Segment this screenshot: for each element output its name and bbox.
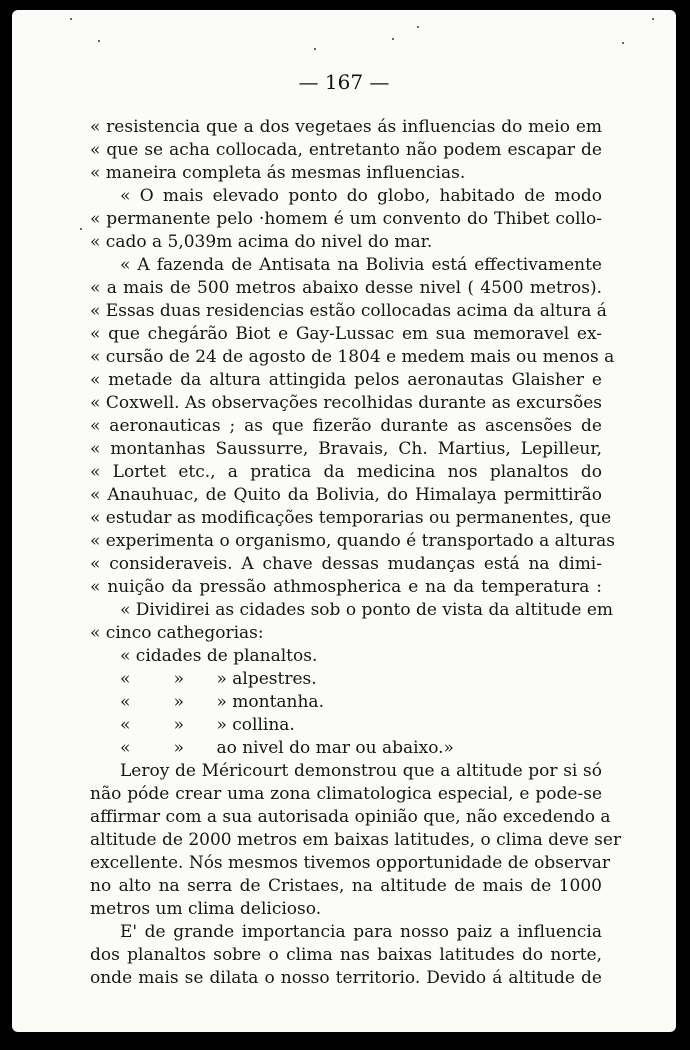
text-line: metros um clima delicioso. xyxy=(90,899,322,919)
text-line: « maneira completa ás mesmas influencias. xyxy=(90,163,466,183)
text-line: « estudar as modificações temporarias ou permanentes, que xyxy=(90,508,612,528)
paper-speck xyxy=(80,228,82,230)
text-line: « Lortet etc., a pratica da medicina nos planaltos do xyxy=(90,462,602,482)
text-line: « A fazenda de Antisata na Bolivia está effectivamente xyxy=(120,255,602,275)
text-line: E' de grande importancia para nosso paiz a influencia xyxy=(120,922,602,942)
text-line: « metade da altura attingida pelos aeronautas Glaisher e xyxy=(90,370,602,390)
paper-speck xyxy=(622,42,624,44)
text-line: excellente. Nós mesmos tivemos opportunidade de observar xyxy=(90,853,610,873)
text-line: não póde crear uma zona climatologica especial, e pode-se xyxy=(90,784,602,804)
text-line: « experimenta o organismo, quando é transportado a alturas xyxy=(90,531,616,551)
text-line: Leroy de Méricourt demonstrou que a altitude por si só xyxy=(120,761,602,781)
paper-speck xyxy=(70,18,72,20)
text-line: « nuição da pressão athmospherica e na da temperatura : xyxy=(90,577,602,597)
text-line: « a mais de 500 metros abaixo desse nivel ( 4500 metros). xyxy=(90,278,602,298)
book-page xyxy=(12,10,676,1032)
text-line: « consideraveis. A chave dessas mudanças está na dimi- xyxy=(90,554,602,574)
text-line: « que se acha collocada, entretanto não podem escapar de xyxy=(90,140,602,160)
text-line: « cinco cathegorias: xyxy=(90,623,264,643)
list-item: « » ao nivel do mar ou abaixo.» xyxy=(120,738,454,758)
text-line: « que chegárão Biot e Gay-Lussac em sua memoravel ex- xyxy=(90,324,602,344)
page-number: — 167 — xyxy=(298,70,390,94)
text-line: « O mais elevado ponto do globo, habitado de modo xyxy=(120,186,602,206)
text-line: « cado a 5,039m acima do nivel do mar. xyxy=(90,232,433,252)
text-line: onde mais se dilata o nosso territorio. Devido á altitude de xyxy=(90,968,602,988)
paper-speck xyxy=(98,40,100,42)
text-line: « permanente pelo ·homem é um convento do Thibet collo- xyxy=(90,209,602,229)
text-line: altitude de 2000 metros em baixas latitudes, o clima deve ser xyxy=(90,830,622,850)
text-line: « montanhas Saussurre, Bravais, Ch. Martius, Lepilleur, xyxy=(90,439,602,459)
paper-speck xyxy=(652,18,654,20)
list-item: « » » collina. xyxy=(120,715,295,735)
text-line: « Anauhuac, de Quito da Bolivia, do Himalaya permittirão xyxy=(90,485,602,505)
text-line: « Dividirei as cidades sob o ponto de vista da altitude em xyxy=(120,600,614,620)
text-line: dos planaltos sobre o clima nas baixas latitudes do norte, xyxy=(90,945,602,965)
text-line: affirmar com a sua autorisada opinião que, não excedendo a xyxy=(90,807,611,827)
list-item: « » » montanha. xyxy=(120,692,324,712)
paper-speck xyxy=(314,48,316,50)
paper-speck xyxy=(417,26,419,28)
text-line: no alto na serra de Cristaes, na altitude de mais de 1000 xyxy=(90,876,602,896)
text-line: « resistencia que a dos vegetaes ás influencias do meio em xyxy=(90,117,602,137)
text-line: « Coxwell. As observações recolhidas durante as excursões xyxy=(90,393,602,413)
text-line: « cursão de 24 de agosto de 1804 e medem mais ou menos a xyxy=(90,347,615,367)
list-item: « » » alpestres. xyxy=(120,669,317,689)
text-line: « aeronauticas ; as que fizerão durante as ascensões de xyxy=(90,416,602,436)
text-line: « Essas duas residencias estão collocadas acima da altura á xyxy=(90,301,607,321)
paper-speck xyxy=(392,38,394,40)
list-item: « cidades de planaltos. xyxy=(120,646,318,666)
